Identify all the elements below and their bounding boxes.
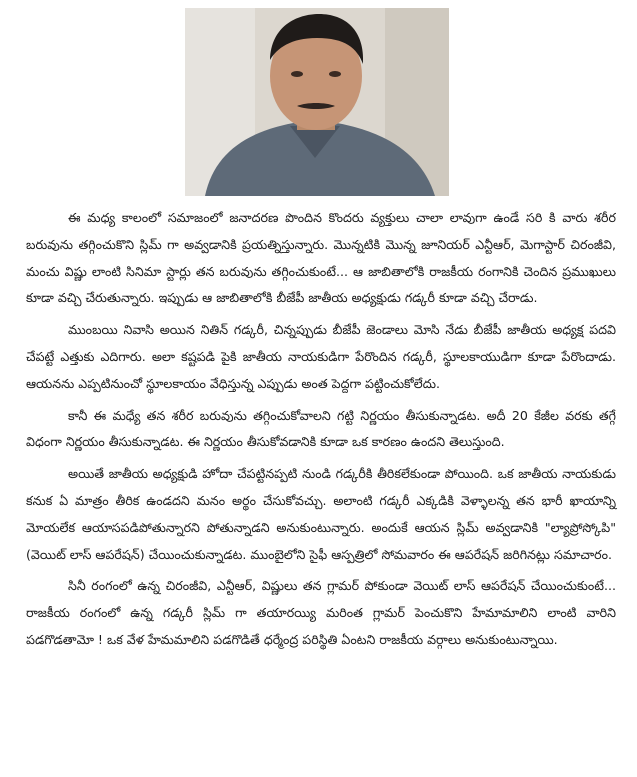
paragraph-surgery: అయితే జాతీయ అధ్యక్షుడి హోదా చేపట్టినప్పటి నుండి గడ్కరీకి తీరికలేకుండా పోయింది. ఒక జాతీయ నాయకుడు కనుక ఏ మాత్రం తీరిక ఉండదని మనం అర్థం చేసుకోవచ్చు. అలాంటి గడ్కరీ ఎక్కడికి వెళ్ళాలన్న తన భారీ ఖాయాన్ని మోయలేక ఆయాసపడిపోతున్నారని పోతున్నాడని అనుకుంటున్నారు. అందుకే ఆయన స్లిమ్ అవ్వడానికి "ల్యాప్రోస్కోపి" (వెయిట్ లాస్ ఆపరేషన్) చేయించుకున్నాడట. ముంబైలోని సైఫీ ఆస్పత్రిలో సోమవారం ఈ ఆపరేషన్ జరిగినట్లు సమాచారం. xyxy=(26,466,616,562)
portrait-photo xyxy=(185,8,449,196)
article-body xyxy=(26,205,616,659)
portrait-icon xyxy=(185,8,449,196)
paragraph-decision: కానీ ఈ మధ్యే తన శరీర బరువును తగ్గించుకోవాలని గట్టి నిర్ణయం తీసుకున్నాడట. అదీ 20 కేజీల వరకు తగ్గే విధంగా నిర్ణయం తీసుకున్నాడట. ఈ నిర్ణయం తీసుకోవడానికి కూడా ఒక కారణం ఉందని తెలుస్తుంది. xyxy=(26,407,616,450)
paragraph-closing: సినీ రంగంలో ఉన్న చిరంజీవి, ఎన్టీఆర్, విష్ణులు తన గ్లామర్ పోకుండా వెయిట్ లాస్ ఆపరేషన్ చేయించుకుంటే... రాజకీయ రంగంలో ఉన్న గడ్కరీ స్లిమ్ గా తయారయ్యి మరింత గ్లామర్ పెంచుకొని హేమామాలిని లాంటి వారిని పడగొడతామో ! ఒక వేళ హేమమాలిని పడగొడితే ధర్మేంద్ర పరిస్థితి ఏంటని రాజకీయ వర్గాలు అనుకుంటున్నాయి. xyxy=(26,578,616,647)
paragraph-intro: ఈ మధ్య కాలంలో సమాజంలో జనాదరణ పొందిన కొందరు వ్యక్తులు చాలా లావుగా ఉండే సరి కి వారు శరీర బరువును తగ్గించుకొని స్లిమ్ గా అవ్వడానికి ప్రయత్నిస్తున్నారు. మొన్నటికి మొన్న జూనియర్ ఎన్టీఆర్, మెగాస్టార్ చిరంజీవి, మంచు విష్ణు లాంటి సినిమా స్టార్లు తన బరువును తగ్గించుకుంటే... ఆ జాబితాలోకి రాజకీయ రంగానికి చెందిన ప్రముఖులు కూడా వచ్చి చేరుతున్నారు. ఇప్పుడు ఆ జాబితాలోకి బీజేపీ జాతీయ అధ్యక్షుడు గడ్కరీ కూడా వచ్చి చేరాడు. xyxy=(26,210,616,306)
paragraph-background: ముంబయి నివాసి అయిన నితిన్ గడ్కరీ, చిన్నప్పుడు బీజేపీ జెండాలు మోసి నేడు బీజేపీ జాతీయ అధ్యక్ష పదవి చేపట్టే ఎత్తుకు ఎదిగారు. అలా కష్టపడి పైకి జాతీయ నాయకుడిగా పేరొందిన గడ్కరీ, స్థూలకాయుడిగా కూడా పేరొందాడు. ఆయనను ఎప్పటినుంచో స్థూలకాయం వేధిస్తున్న ఎప్పుడు అంత పెద్దగా పట్టించుకోలేదు. xyxy=(26,322,616,391)
